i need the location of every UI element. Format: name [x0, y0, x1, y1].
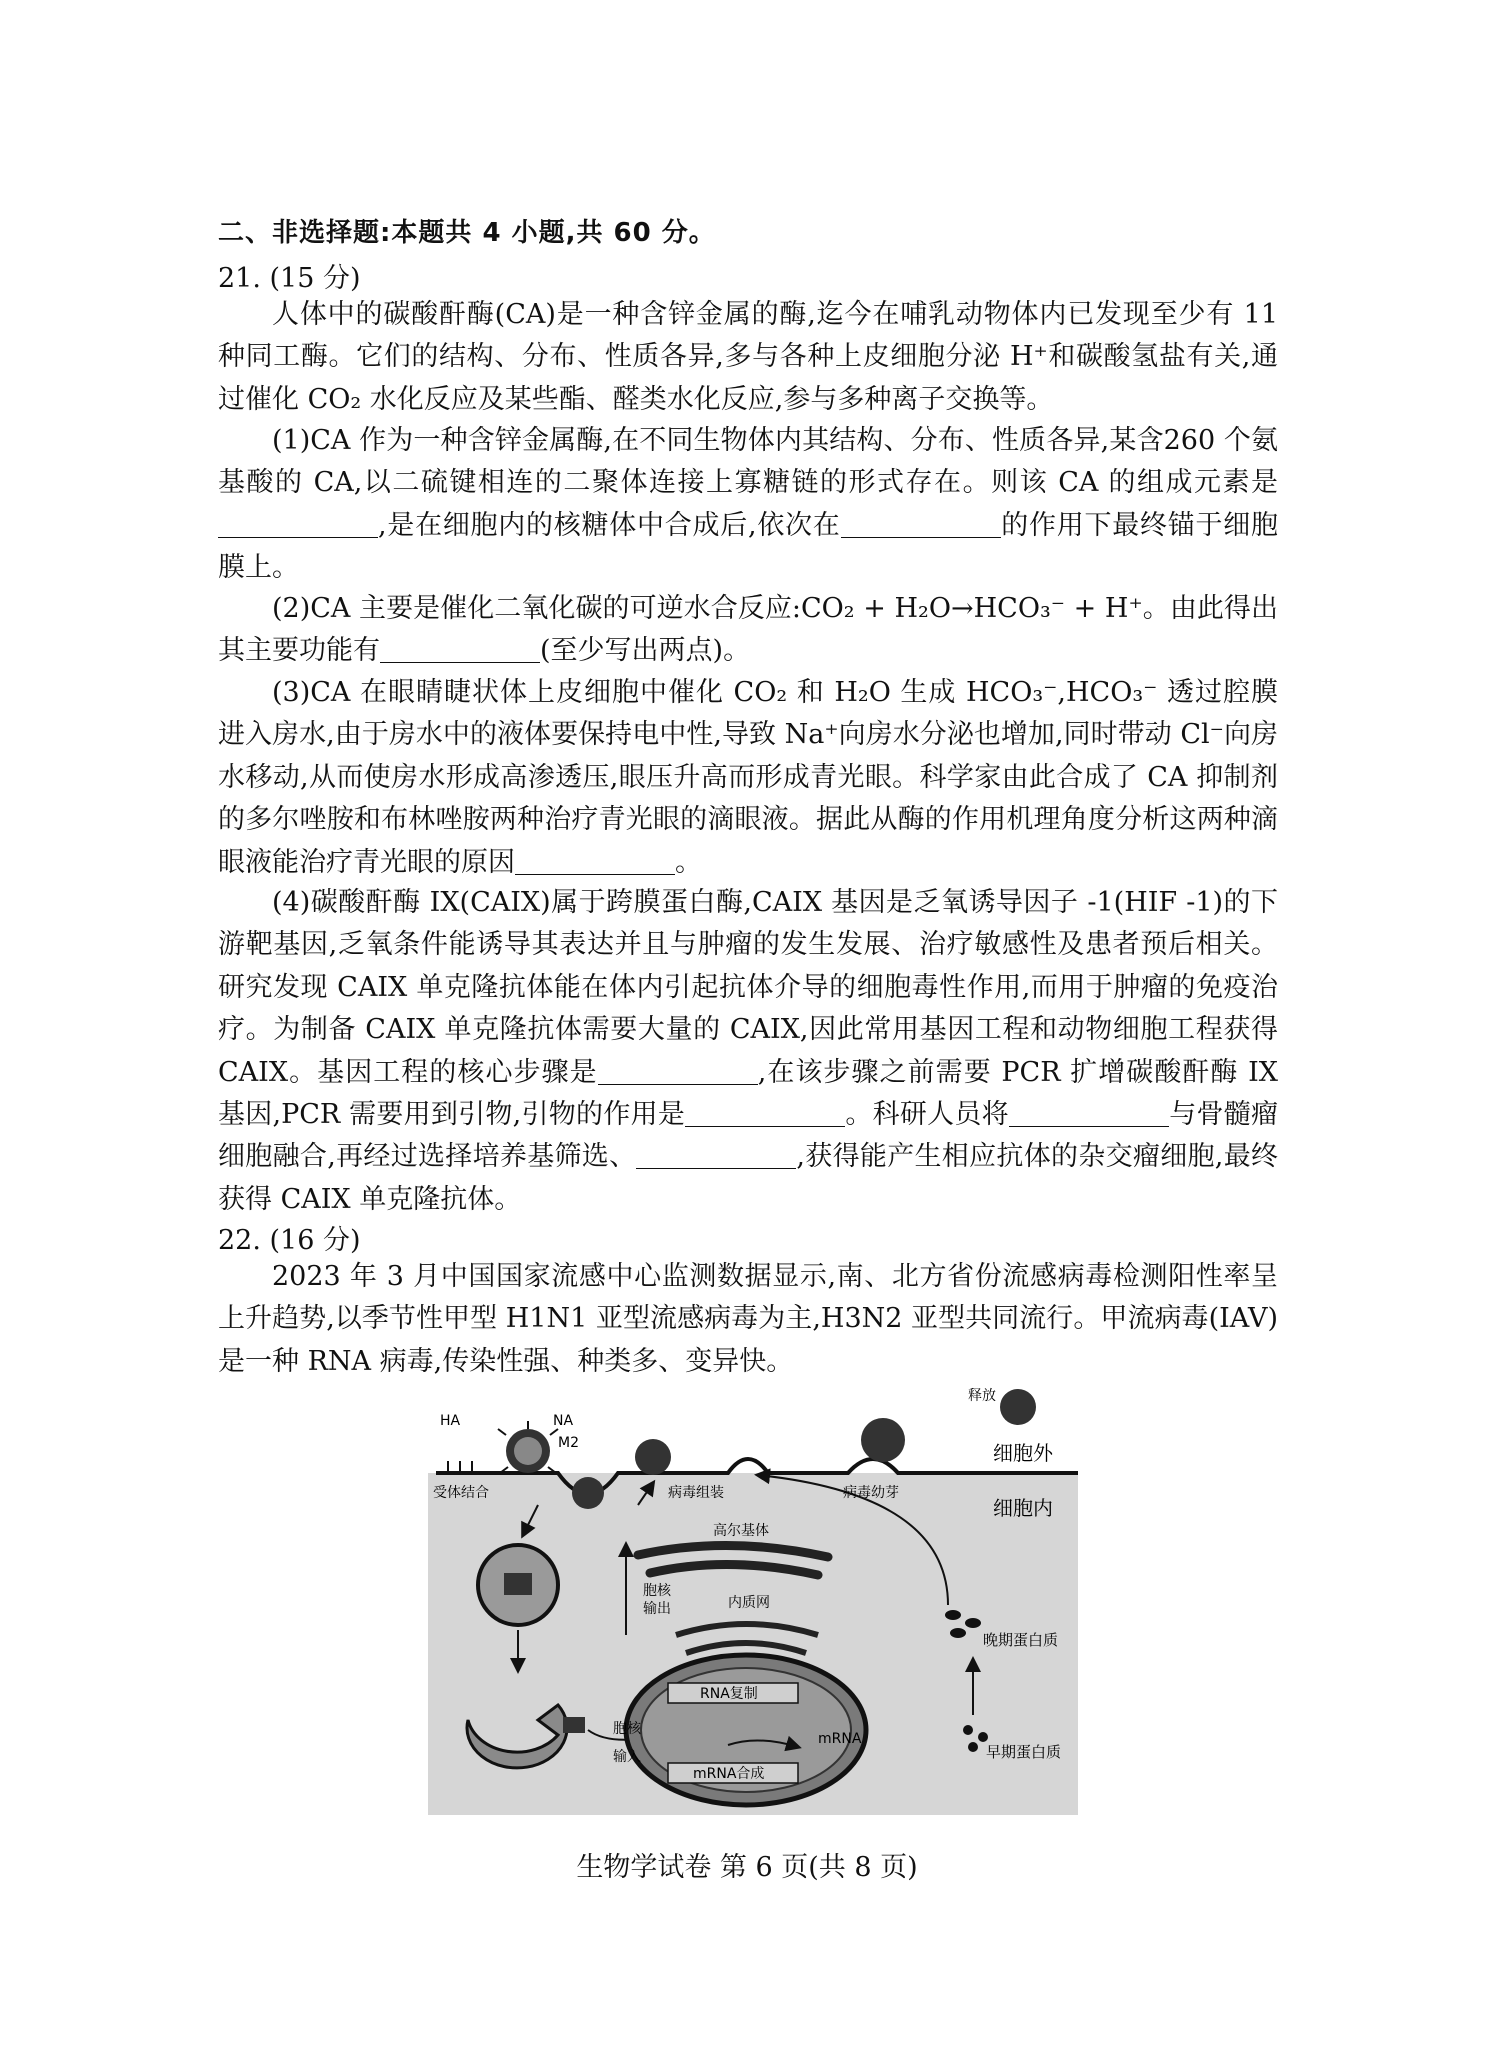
q21-intro: 人体中的碳酸酐酶(CA)是一种含锌金属的酶,迄今在哺乳动物体内已发现至少有 11 种同工酶。它们的结构、分布、性质各异,多与各种上皮细胞分泌 H⁺和碳酸氢盐有关,通过催化 CO₂ 水化反应及某些酯、醛类水化反应,参与多种离子交换等。	[218, 299, 1278, 415]
label-er: 内质网	[728, 1595, 770, 1611]
label-rna-replication: RNA复制	[700, 1686, 758, 1702]
q21-p1-text-a: (1)CA 作为一种含锌金属酶,在不同生物体内其结构、分布、性质各异,某含260 个氨基酸的 CA,以二硫键相连的二聚体连接上寡糖链的形式存在。则该 CA 的组成元素是	[218, 425, 1278, 499]
assembling-virion	[635, 1439, 671, 1475]
label-late-protein: 晚期蛋白质	[983, 1631, 1059, 1649]
q21-p1-blank-1[interactable]	[218, 510, 378, 538]
q21-p2-text-a: (2)CA 主要是催化二氧化碳的可逆水合反应:CO₂ + H₂O→HCO₃⁻ + H⁺。由此得出其主要功能有	[218, 593, 1278, 667]
label-virus-budding: 病毒幼芽	[843, 1485, 899, 1501]
label-release: 释放	[968, 1388, 996, 1404]
label-nuclear-import-1: 胞核	[613, 1721, 641, 1737]
section-title: 二、非选择题:本题共 4 小题,共 60 分。	[218, 218, 716, 248]
label-nuclear-export-2: 输出	[643, 1601, 671, 1617]
label-intracellular: 细胞内	[993, 1496, 1053, 1520]
label-ha: HA	[440, 1413, 461, 1429]
label-mrna: mRNA	[818, 1731, 862, 1747]
influenza-lifecycle-figure	[428, 1385, 1078, 1815]
q21-p4-blank-2[interactable]	[685, 1099, 845, 1127]
released-virion	[1000, 1389, 1036, 1425]
q21-part-2	[218, 588, 1278, 673]
q21-p2-text-b: (至少写出两点)。	[540, 635, 751, 667]
q21-part-4	[218, 882, 1278, 1221]
q21-p4-blank-1[interactable]	[598, 1057, 758, 1085]
q21-p4-text-e: ,获得能产生相应抗体的杂交瘤细胞,最终获得 CAIX 单克隆抗体。	[218, 1141, 1278, 1215]
label-na: NA	[553, 1413, 574, 1429]
label-m2: M2	[558, 1435, 579, 1451]
released-vrnp	[563, 1717, 585, 1733]
q21-p4-text-c: 。科研人员将	[845, 1099, 1009, 1131]
q21-p1-text-c: 的作用下最终锚于细胞膜上。	[218, 509, 1279, 584]
q21-p3-text-a: (3)CA 在眼睛睫状体上皮细胞中催化 CO₂ 和 H₂O 生成 HCO₃⁻,HCO₃⁻ 透过腔膜进入房水,由于房水中的液体要保持电中性,导致 Na⁺向房水分泌也增加,同时带动 Cl⁻向房水移动,从而使房水形成高渗透压,眼压升高而形成青光眼。科学家由此合成了 CA 抑制剂的多尔唑胺和布林唑胺两种治疗青光眼的滴眼液。据此从酶的作用机理角度分析这两种滴眼液能治疗青光眼的原因	[218, 677, 1278, 878]
q21-p4-blank-4[interactable]	[636, 1141, 796, 1169]
lifecycle-diagram	[428, 1385, 1078, 1815]
q21-p3-blank[interactable]	[515, 847, 675, 875]
label-golgi: 高尔基体	[713, 1523, 769, 1539]
page-footer: 生物学试卷 第 6 页(共 8 页)	[576, 1852, 918, 1883]
q21-p1-blank-2[interactable]	[841, 510, 1001, 538]
q21-p3-text-b: 。	[675, 846, 702, 878]
q21-p2-blank[interactable]	[380, 635, 540, 663]
label-virus-assembly: 病毒组装	[668, 1485, 724, 1501]
endocytosed-virion	[572, 1477, 604, 1509]
label-early-protein: 早期蛋白质	[986, 1743, 1062, 1761]
q21-p4-text-d: 与骨髓瘤细胞融合,再经过选择培养基筛选、	[218, 1099, 1279, 1173]
budding-virion	[861, 1418, 905, 1462]
question-21-header: 21. (15 分)	[218, 263, 361, 294]
label-extracellular: 细胞外	[993, 1441, 1053, 1465]
question-22-header: 22. (16 分)	[218, 1225, 361, 1256]
q21-p4-text-a: (4)碳酸酐酶 IX(CAIX)属于跨膜蛋白酶,CAIX 基因是乏氧诱导因子 -1(HIF -1)的下游靶基因,乏氧条件能诱导其表达并且与肿瘤的发生发展、治疗敏感性及患者预后相关。研究发现 CAIX 单克隆抗体能在体内引起抗体介导的细胞毒性作用,而用于肿瘤的免疫治疗。为制备 CAIX 单克隆抗体需要大量的 CAIX,因此常用基因工程和动物细胞工程获得 CAIX。基因工程的核心步骤是	[218, 887, 1278, 1088]
label-mrna-synthesis: mRNA合成	[693, 1766, 765, 1782]
q21-part-1	[218, 420, 1278, 590]
q21-part-3	[218, 672, 1278, 884]
label-nuclear-export-1: 胞核	[643, 1583, 671, 1599]
label-nuclear-import-2: 输入	[613, 1749, 641, 1765]
q21-p4-text-b: ,在该步骤之前需要 PCR 扩增碳酸酐酶 IX 基因,PCR 需要用到引物,引物的作用是	[218, 1056, 1279, 1131]
label-receptor-binding: 受体结合	[433, 1485, 489, 1501]
q21-p4-blank-3[interactable]	[1009, 1099, 1169, 1127]
q22-intro: 2023 年 3 月中国国家流感中心监测数据显示,南、北方省份流感病毒检测阳性率呈上升趋势,以季节性甲型 H1N1 亚型流感病毒为主,H3N2 亚型共同流行。甲流病毒(IAV)是一种 RNA 病毒,传染性强、种类多、变异快。	[218, 1261, 1278, 1377]
q21-p1-text-b: ,是在细胞内的核糖体中合成后,依次在	[378, 509, 841, 541]
endosome-vrna	[504, 1573, 532, 1595]
